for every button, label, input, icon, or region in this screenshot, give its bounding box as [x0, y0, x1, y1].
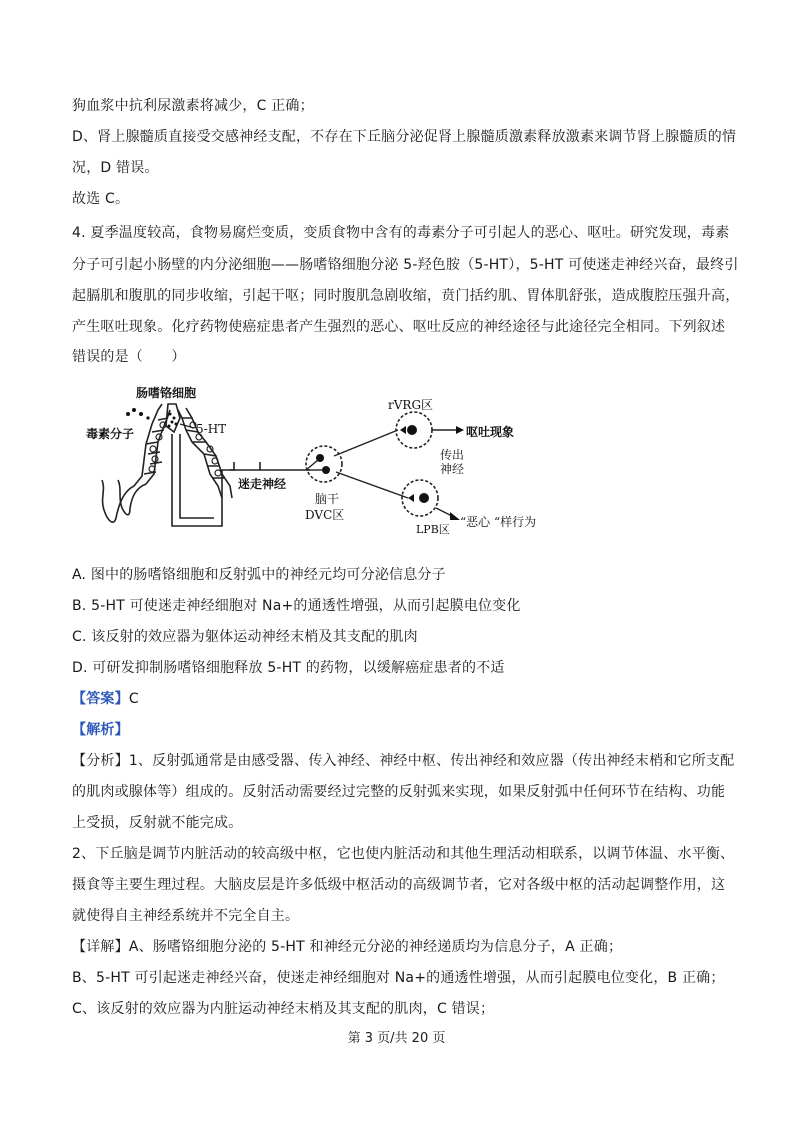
figure-label-5ht: 5-HT — [196, 422, 227, 436]
figure-label-nausea: “恶心 “样行为 — [460, 515, 537, 529]
answer-line — [72, 690, 139, 708]
fenxi-tag: 【分析】 — [72, 753, 129, 769]
xiangjie-text: A、肠嗜铬细胞分泌的 5-HT 和神经元分泌的神经递质均为信息分子，A 正确； — [128, 939, 623, 955]
answer-value: C — [128, 691, 139, 707]
figure-label-dvc: DVC区 — [305, 508, 345, 522]
figure-label-efferent: 传出 — [440, 448, 465, 462]
analysis-line: 2、下丘脑是调节内脏活动的较高级中枢，它也使内脏活动和其他生理活动相联系，以调节体温、水平衡、 — [72, 846, 735, 862]
analysis-line: 上受损，反射就不能完成。 — [72, 815, 243, 831]
analysis-line — [72, 752, 734, 770]
analysis-line: 的肌肉或腺体等）组成的。反射活动需要经过完整的反射弧来实现，如果反射弧中任何环节在结构、功能 — [72, 784, 726, 800]
text-line: 况，D 错误。 — [72, 160, 159, 176]
option-b: B. 5-HT 可使迷走神经细胞对 Na+的通透性增强，从而引起膜电位变化 — [72, 598, 521, 614]
text-line: 狗血浆中抗利尿激素将减少，C 正确； — [72, 98, 314, 114]
figure-label-lpb: LPB区 — [416, 523, 450, 536]
detail-line — [72, 938, 622, 956]
option-c: C. 该反射的效应器为躯体运动神经末梢及其支配的肌肉 — [72, 629, 418, 645]
figure-label-efferent: 神经 — [440, 462, 465, 476]
figure-label-brainstem: 脑干 — [315, 492, 340, 506]
question-4-line: 分子可引起小肠壁的内分泌细胞——肠嗜铬细胞分泌 5-羟色胺（5-HT），5-HT 可使迷走神经兴奋，最终引 — [72, 257, 739, 273]
figure-label-cell: 肠嗜铬细胞 — [136, 386, 197, 400]
figure-label-toxin: 毒素分子 — [86, 427, 135, 441]
xiangjie-tag: 【详解】 — [72, 939, 129, 955]
analysis-line: 就使得自主神经系统并不完全自主。 — [72, 908, 300, 924]
option-a: A. 图中的肠嗜铬细胞和反射弧中的神经元均可分泌信息分子 — [72, 567, 446, 583]
question-4-line: 4. 夏季温度较高，食物易腐烂变质，变质食物中含有的毒素分子可引起人的恶心、呕吐。研究发现，毒素 — [72, 225, 730, 241]
reflex-pathway-figure — [72, 380, 592, 540]
option-d: D. 可研发抑制肠嗜铬细胞释放 5-HT 的药物，以缓解癌症患者的不适 — [72, 660, 505, 676]
figure-label-vomit: 呕吐现象 — [466, 425, 515, 439]
analysis-line: 摄食等主要生理过程。大脑皮层是许多低级中枢活动的高级调节者，它对各级中枢的活动起调整作用，这 — [72, 877, 726, 893]
page-footer: 第 3 页/共 20 页 — [347, 1031, 446, 1046]
question-4-line: 错误的是（ ） — [72, 349, 186, 365]
analysis-tag: 【解析】 — [72, 722, 129, 738]
question-4-line: 产生呕吐现象。化疗药物使癌症患者产生强烈的恶心、呕吐反应的神经途径与此途径完全相同。下列叙述 — [72, 319, 726, 335]
figure-label-rvrg: rVRG区 — [388, 398, 434, 412]
analysis-tag-line — [72, 721, 129, 739]
fenxi-text: 1、反射弧通常是由感受器、传入神经、神经中枢、传出神经和效应器（传出神经末梢和它所支配 — [128, 753, 735, 769]
detail-line: C、该反射的效应器为内脏运动神经末梢及其支配的肌肉，C 错误； — [72, 1001, 495, 1017]
figure-label-vagus: 迷走神经 — [238, 477, 287, 491]
text-line: D、肾上腺髓质直接受交感神经支配，不存在下丘脑分泌促肾上腺髓质激素释放激素来调节肾上腺髓质的情 — [72, 129, 737, 145]
question-4-line: 起膈肌和腹肌的同步收缩，引起干呕；同时腹肌急剧收缩，贲门括约肌、胃体肌舒张，造成腹腔压强升高， — [72, 288, 740, 304]
detail-line: B、5-HT 可引起迷走神经兴奋，使迷走神经细胞对 Na+的通透性增强，从而引起膜电位变化，B 正确； — [72, 970, 725, 986]
answer-tag: 【答案】 — [72, 691, 129, 707]
text-line: 故选 C。 — [72, 191, 130, 207]
